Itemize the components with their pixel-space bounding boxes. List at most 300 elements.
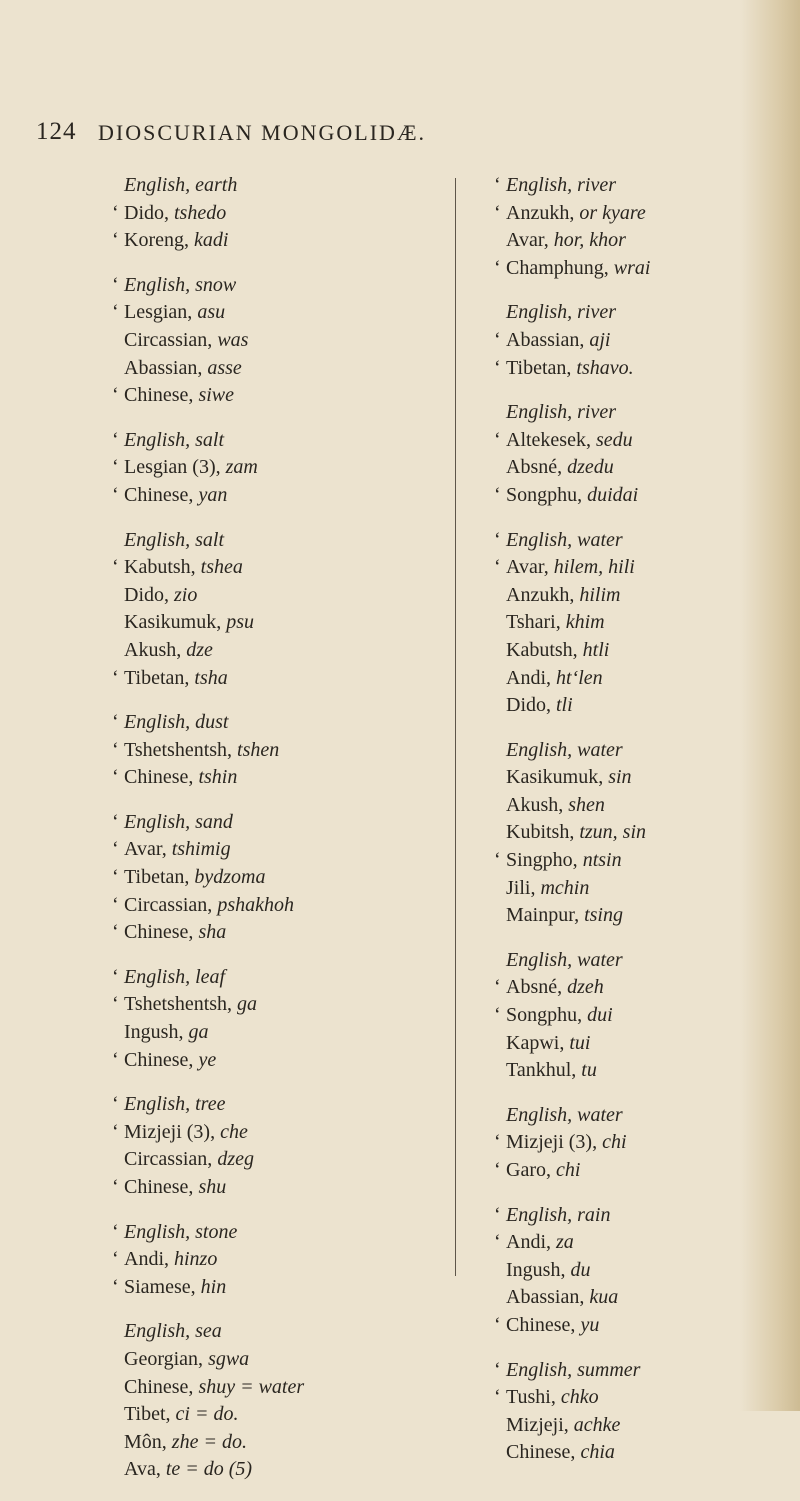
entry-marker: ‘ (494, 1358, 501, 1381)
entry-line (494, 454, 764, 482)
entry-line (112, 1174, 402, 1202)
entry-line (494, 355, 764, 383)
language-name: Tshetshentsh, (124, 738, 233, 761)
entry-line (494, 737, 764, 765)
word-form: ye (198, 1048, 217, 1071)
word-group (112, 1318, 402, 1484)
language-name: English, (506, 1358, 573, 1381)
language-name: Kasikumuk, (124, 611, 222, 634)
entry-line (112, 892, 402, 920)
word-form: ht‘len (556, 666, 603, 689)
word-form: achke (573, 1413, 621, 1436)
entry-marker: ‘ (494, 1203, 501, 1226)
language-name: Kabutsh, (124, 556, 196, 579)
entry-line (494, 255, 764, 283)
entry-marker: ‘ (112, 1176, 119, 1198)
word-form: leaf (195, 965, 226, 988)
entry-marker: ‘ (494, 201, 501, 224)
language-name: Kabutsh, (506, 638, 578, 661)
entry-line (494, 1257, 764, 1285)
entry-line (494, 1284, 764, 1312)
word-form: tsing (584, 904, 623, 927)
language-name: Chinese, (124, 1375, 194, 1398)
entry-line (494, 1129, 764, 1157)
word-form: zhe = do. (171, 1430, 247, 1453)
language-name: Mainpur, (506, 904, 580, 927)
entry-marker: ‘ (494, 1386, 501, 1409)
word-form: yu (580, 1313, 600, 1336)
word-form: tsha (194, 666, 228, 689)
word-form: rain (577, 1203, 611, 1226)
word-group (494, 947, 764, 1085)
word-form: aji (589, 328, 611, 351)
entry-marker: ‘ (494, 428, 501, 451)
language-name: Chinese, (506, 1313, 576, 1336)
word-form: hor, khor (553, 229, 626, 252)
entry-line (494, 582, 764, 610)
entry-line (494, 1412, 764, 1440)
word-form: chko (560, 1386, 599, 1409)
language-name: English, (124, 1220, 191, 1243)
language-name: Absné, (506, 456, 563, 479)
word-group (112, 427, 402, 510)
entry-marker: ‘ (494, 849, 501, 872)
language-name: Ingush, (124, 1021, 184, 1044)
entry-line (112, 1274, 402, 1302)
word-form: zam (225, 456, 258, 479)
entry-line (494, 1357, 764, 1385)
language-name: Mizjeji, (506, 1413, 569, 1436)
entry-line (112, 172, 402, 200)
language-name: Abassian, (506, 1286, 585, 1309)
language-name: Anzukh, (506, 201, 575, 224)
language-name: Avar, (506, 229, 549, 252)
language-name: English, (506, 301, 573, 324)
entry-line (112, 200, 402, 228)
word-form: snow (195, 273, 237, 296)
language-name: Tibet, (124, 1403, 171, 1426)
word-form: was (217, 328, 249, 351)
entry-marker: ‘ (112, 893, 119, 916)
entry-line (494, 974, 764, 1002)
language-name: Lesgian (3), (124, 456, 221, 479)
word-group (112, 709, 402, 792)
word-form: dze (186, 638, 213, 661)
word-form: tree (195, 1093, 226, 1116)
language-name: Tibetan, (124, 866, 190, 889)
language-name: Andi, (506, 666, 551, 689)
word-form: sea (195, 1320, 222, 1343)
entry-line (494, 847, 764, 875)
running-title: DIOSCURIAN MONGOLIDÆ. (98, 120, 426, 145)
word-form: tli (556, 694, 573, 717)
language-name: Koreng, (124, 229, 189, 252)
entry-line (112, 609, 402, 637)
language-name: Circassian, (124, 1148, 213, 1171)
word-form: ga (237, 993, 258, 1016)
entry-marker: ‘ (494, 1231, 501, 1254)
word-form: dust (195, 711, 229, 734)
word-form: sgwa (208, 1347, 250, 1370)
word-form: salt (195, 528, 225, 551)
word-group (112, 527, 402, 693)
word-form: sha (198, 921, 227, 944)
word-form: stone (195, 1220, 238, 1243)
entry-line (112, 299, 402, 327)
entry-line (112, 991, 402, 1019)
entry-marker: ‘ (112, 766, 119, 789)
entry-line (494, 609, 764, 637)
word-form: pshakhoh (217, 893, 294, 916)
word-form: wrai (613, 256, 651, 279)
entry-line (494, 947, 764, 975)
language-name: Tibetan, (506, 356, 572, 379)
word-form: tshedo (174, 201, 227, 224)
language-name: Akush, (124, 638, 182, 661)
word-form: shuy = water (198, 1375, 305, 1398)
word-form: river (577, 301, 617, 324)
word-group (112, 809, 402, 947)
entry-line (494, 665, 764, 693)
language-name: Tshetshentsh, (124, 993, 233, 1016)
language-name: Circassian, (124, 328, 213, 351)
language-name: English, (124, 273, 191, 296)
language-name: Avar, (506, 556, 549, 579)
word-group (494, 1357, 764, 1467)
entry-line (494, 902, 764, 930)
language-name: English, (124, 428, 191, 451)
word-form: tui (569, 1031, 591, 1054)
word-form: chia (580, 1441, 615, 1464)
entry-line (112, 1456, 402, 1484)
entry-line (112, 327, 402, 355)
word-group (494, 1202, 764, 1340)
language-name: Tushi, (506, 1386, 556, 1409)
word-form: te = do (5) (165, 1458, 253, 1481)
entry-line (494, 299, 764, 327)
entry-marker: ‘ (494, 356, 501, 379)
word-group (112, 964, 402, 1074)
word-form: psu (226, 611, 255, 634)
entry-line (494, 1229, 764, 1257)
word-form: ci = do. (175, 1403, 239, 1426)
entry-line (112, 227, 402, 255)
word-form: khim (565, 611, 605, 634)
entry-line (494, 1312, 764, 1340)
entry-line (112, 382, 402, 410)
word-form: sin (608, 766, 632, 789)
language-name: Tshari, (506, 611, 561, 634)
entry-line (494, 482, 764, 510)
entry-marker: ‘ (112, 273, 119, 296)
language-name: Siamese, (124, 1275, 196, 1298)
language-name: English, (124, 528, 191, 551)
word-group (112, 1219, 402, 1302)
entry-line (494, 327, 764, 355)
language-name: Dido, (506, 694, 551, 717)
entry-marker: ‘ (494, 1131, 501, 1154)
word-form: dui (587, 1004, 613, 1027)
word-form: za (556, 1231, 574, 1254)
entry-line (112, 764, 402, 792)
entry-line (112, 482, 402, 510)
language-name: English, (124, 711, 191, 734)
word-group (494, 737, 764, 930)
entry-line (112, 637, 402, 665)
language-name: Chinese, (124, 384, 194, 407)
word-form: earth (195, 174, 238, 196)
entry-line (112, 1401, 402, 1429)
language-name: English, (124, 965, 191, 988)
language-name: Anzukh, (506, 583, 575, 606)
word-form: hin (200, 1275, 227, 1298)
language-name: Songphu, (506, 483, 583, 506)
entry-marker: ‘ (494, 1313, 501, 1336)
entry-marker: ‘ (112, 456, 119, 479)
entry-marker: ‘ (112, 1275, 119, 1298)
word-form: tzun, sin (579, 821, 647, 844)
entry-line (112, 836, 402, 864)
word-form: tshen (237, 738, 280, 761)
word-form: dzedu (567, 456, 614, 479)
language-name: Kubitsh, (506, 821, 575, 844)
entry-marker: ‘ (112, 556, 119, 579)
word-form: shen (568, 793, 605, 816)
language-name: Georgian, (124, 1347, 204, 1370)
entry-marker: ‘ (112, 838, 119, 861)
language-name: English, (506, 1203, 573, 1226)
language-name: Chinese, (506, 1441, 576, 1464)
page-header (36, 118, 736, 158)
entry-line (112, 1219, 402, 1247)
entry-line (112, 809, 402, 837)
language-name: Altekesek, (506, 428, 591, 451)
entry-line (494, 819, 764, 847)
language-name: Môn, (124, 1430, 167, 1453)
language-name: Dido, (124, 201, 169, 224)
entry-marker: ‘ (112, 1093, 119, 1116)
entry-line (494, 875, 764, 903)
entry-line (494, 692, 764, 720)
word-form: hilem, hili (553, 556, 635, 579)
entry-marker: ‘ (494, 1004, 501, 1027)
language-name: Chinese, (124, 1176, 194, 1198)
entry-marker: ‘ (112, 483, 119, 506)
entry-line (112, 1429, 402, 1457)
entry-line (494, 200, 764, 228)
language-name: Absné, (506, 976, 563, 999)
language-name: Tankhul, (506, 1059, 577, 1082)
language-name: Chinese, (124, 1048, 194, 1071)
word-group (494, 299, 764, 382)
word-form: du (570, 1258, 591, 1281)
entry-line (112, 1019, 402, 1047)
word-form: tshavo. (576, 356, 634, 379)
entry-marker: ‘ (494, 328, 501, 351)
word-form: hinzo (174, 1248, 218, 1271)
word-form: duidai (587, 483, 639, 506)
language-name: English, (506, 401, 573, 424)
word-form: kadi (193, 229, 229, 252)
word-form: water (577, 1103, 623, 1126)
entry-marker: ‘ (112, 384, 119, 407)
entry-marker: ‘ (112, 1248, 119, 1271)
entry-marker: ‘ (112, 810, 119, 833)
word-form: water (577, 528, 623, 551)
language-name: Circassian, (124, 893, 213, 916)
language-name: Dido, (124, 583, 169, 606)
entry-marker: ‘ (112, 1220, 119, 1243)
word-form: che (220, 1120, 248, 1143)
entry-line (112, 582, 402, 610)
word-form: mchin (540, 876, 590, 899)
entry-line (112, 272, 402, 300)
word-form: dzeg (217, 1148, 254, 1171)
language-name: English, (124, 1320, 191, 1343)
page-number: 124 (36, 118, 77, 145)
entry-marker: ‘ (112, 1120, 119, 1143)
entry-line (494, 1057, 764, 1085)
entry-line (494, 427, 764, 455)
entry-line (112, 1119, 402, 1147)
entry-line (112, 1318, 402, 1346)
right-column (494, 172, 764, 1484)
entry-line (494, 1102, 764, 1130)
word-form: ga (188, 1021, 209, 1044)
entry-line (494, 764, 764, 792)
language-name: English, (124, 1093, 191, 1116)
entry-line (494, 1030, 764, 1058)
entry-marker: ‘ (494, 556, 501, 579)
entry-marker: ‘ (112, 738, 119, 761)
entry-marker: ‘ (112, 301, 119, 324)
entry-line (112, 1091, 402, 1119)
language-name: Lesgian, (124, 301, 193, 324)
entry-marker: ‘ (494, 1159, 501, 1181)
entry-line (494, 399, 764, 427)
language-name: English, (506, 948, 573, 971)
language-name: Tibetan, (124, 666, 190, 689)
language-name: Chinese, (124, 921, 194, 944)
word-group (112, 1091, 402, 1201)
language-name: English, (506, 528, 573, 551)
language-name: English, (124, 810, 191, 833)
entry-marker: ‘ (112, 201, 119, 224)
language-name: English, (506, 1103, 573, 1126)
entry-marker: ‘ (112, 993, 119, 1016)
language-name: Akush, (506, 793, 564, 816)
entry-line (112, 1047, 402, 1075)
entry-line (112, 665, 402, 693)
entry-marker: ‘ (112, 229, 119, 252)
word-form: kua (589, 1286, 619, 1309)
entry-marker: ‘ (112, 428, 119, 451)
word-form: yan (198, 483, 228, 506)
entry-line (112, 427, 402, 455)
entry-line (112, 919, 402, 947)
word-form: bydzoma (194, 866, 266, 889)
language-name: Songphu, (506, 1004, 583, 1027)
entry-line (494, 554, 764, 582)
language-name: Ava, (124, 1458, 161, 1481)
word-form: shu (198, 1176, 227, 1198)
entry-line (494, 1384, 764, 1412)
entry-line (112, 355, 402, 383)
word-form: water (577, 738, 623, 761)
word-form: water (577, 948, 623, 971)
language-name: Champhung, (506, 256, 609, 279)
word-form: tshimig (171, 838, 231, 861)
entry-line (494, 1439, 764, 1467)
word-group (112, 172, 402, 255)
word-form: ntsin (582, 849, 622, 872)
word-group (494, 1102, 764, 1185)
word-form: tshin (198, 766, 238, 789)
entry-line (494, 792, 764, 820)
word-form: chi (602, 1131, 627, 1154)
word-form: asu (197, 301, 226, 324)
language-name: Kasikumuk, (506, 766, 604, 789)
language-name: Mizjeji (3), (124, 1120, 216, 1143)
column-divider (455, 178, 456, 1276)
entry-line (112, 964, 402, 992)
entry-line (112, 1246, 402, 1274)
entry-line (494, 172, 764, 200)
word-group (112, 272, 402, 410)
language-name: Mizjeji (3), (506, 1131, 598, 1154)
word-form: hilim (579, 583, 621, 606)
left-column (112, 172, 402, 1501)
entry-line (112, 1346, 402, 1374)
entry-marker: ‘ (494, 976, 501, 999)
entry-line (494, 637, 764, 665)
language-name: Andi, (124, 1248, 169, 1271)
entry-marker: ‘ (112, 711, 119, 734)
language-name: Abassian, (124, 356, 203, 379)
entry-marker: ‘ (494, 174, 501, 196)
entry-line (112, 527, 402, 555)
word-form: siwe (198, 384, 234, 407)
entry-marker: ‘ (112, 965, 119, 988)
word-form: tshea (200, 556, 243, 579)
language-name: English, (124, 174, 191, 196)
entry-line (494, 527, 764, 555)
word-form: chi (555, 1159, 581, 1181)
word-group (494, 399, 764, 509)
language-name: Abassian, (506, 328, 585, 351)
entry-line (112, 737, 402, 765)
entry-marker: ‘ (494, 483, 501, 506)
word-form: summer (577, 1358, 641, 1381)
entry-marker: ‘ (494, 256, 501, 279)
entry-line (112, 1374, 402, 1402)
entry-marker: ‘ (112, 866, 119, 889)
language-name: Chinese, (124, 766, 194, 789)
entry-marker: ‘ (112, 921, 119, 944)
language-name: Avar, (124, 838, 167, 861)
entry-line (494, 1157, 764, 1185)
entry-line (112, 709, 402, 737)
language-name: Jili, (506, 876, 536, 899)
entry-line (494, 1202, 764, 1230)
word-form: tu (581, 1059, 597, 1082)
language-name: Ingush, (506, 1258, 566, 1281)
language-name: English, (506, 738, 573, 761)
entry-line (112, 864, 402, 892)
word-form: asse (207, 356, 242, 379)
word-form: or kyare (579, 201, 646, 224)
word-form: river (577, 174, 617, 196)
